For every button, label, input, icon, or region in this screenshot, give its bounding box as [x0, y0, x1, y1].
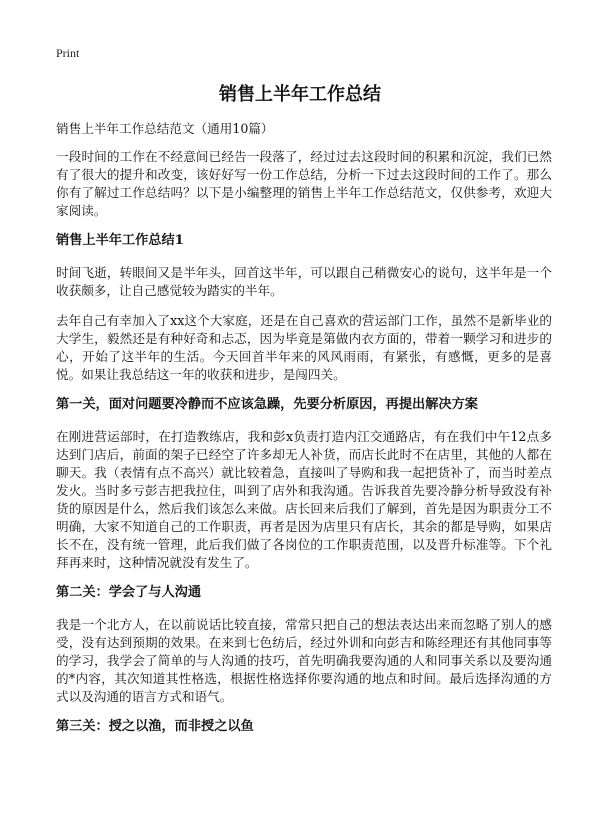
document-title: 销售上半年工作总结 — [219, 84, 381, 105]
document-body — [56, 120, 552, 750]
section-heading-1: 销售上半年工作总结1 — [56, 233, 184, 248]
section1-paragraph-2: 去年自己有幸加入了xx这个大家庭，还是在自己喜欢的营运部门工作，虽然不是新毕业的大学生，毅然还是有种好奇和忐忑，因为毕竟是第做内衣方面的，带着一颗学习和进步的心，开始了这半年的生活。今天回首半年来的风风雨雨，有紧张，有感慨，更多的是喜悦。如果让我总结这一年的收获和进步，是闯四关。 — [56, 313, 552, 382]
level1-paragraph: 在刚进营运部时，在打造教练店，我和彭x负责打造内江交通路店，有在我们中午12点多达到门店后，前面的架子已经空了许多却无人补货，而店长此时不在店里，其他的人都在聊天。我（表情有点不高兴）就比较着急，直接叫了导购和我一起把货补了，而当时差点发火。当时多亏彭吉把我拉住，叫到了店外和我沟通。告诉我首先要冷静分析导致没有补货的原因是什么，然后我们该怎么来做。店长回来后我们了解到，首先是因为职责分工不明确，大家不知道自己的工作职责，再者是因为店里只有店长，其余的都是导购，如果店长不在，没有统一管理，此后我们做了各岗位的工作职责范围，以及晋升标准等。下个礼拜再来时，这种情况就没有发生了。 — [56, 429, 552, 570]
level1-heading: 第一关，面对问题要冷静而不应该急躁，先要分析原因，再提出解决方案 — [56, 397, 478, 412]
level2-paragraph: 我是一个北方人，在以前说话比较直接，常常只把自己的想法表达出来而忽略了别人的感受，没有达到预期的效果。在来到七色纺后，经过外训和向彭吉和陈经理还有其他同事等的学习，我学会了简单的与人沟通的技巧，首先明确我要沟通的人和同事关系以及要沟通的*内容，其次知道其性格选，根据性格选择你要沟通的地点和时间。最后选择沟通的方式以及沟通的语言方式和语气。 — [56, 617, 552, 704]
intro-paragraph: 一段时间的工作在不经意间已经告一段落了，经过过去这段时间的积累和沉淀，我们已然有了很大的提升和改变，该好好写一份工作总结，分析一下过去这段时间的工作了。那么你有了解过工作总结吗？以下是小编整理的销售上半年工作总结范文，仅供参考，欢迎大家阅读。 — [56, 149, 552, 218]
section1-paragraph-1: 时间飞逝，转眼间又是半年头，回首这半年，可以跟自己稍微安心的说句，这半年是一个收获颇多，让自己感觉较为踏实的半年。 — [56, 265, 552, 298]
level2-heading: 第二关：学会了与人沟通 — [56, 585, 202, 600]
level3-heading: 第三关：授之以渔，而非授之以鱼 — [56, 719, 254, 734]
document-subtitle: 销售上半年工作总结范文（通用10篇） — [56, 121, 274, 136]
print-link[interactable]: Print — [56, 46, 80, 60]
